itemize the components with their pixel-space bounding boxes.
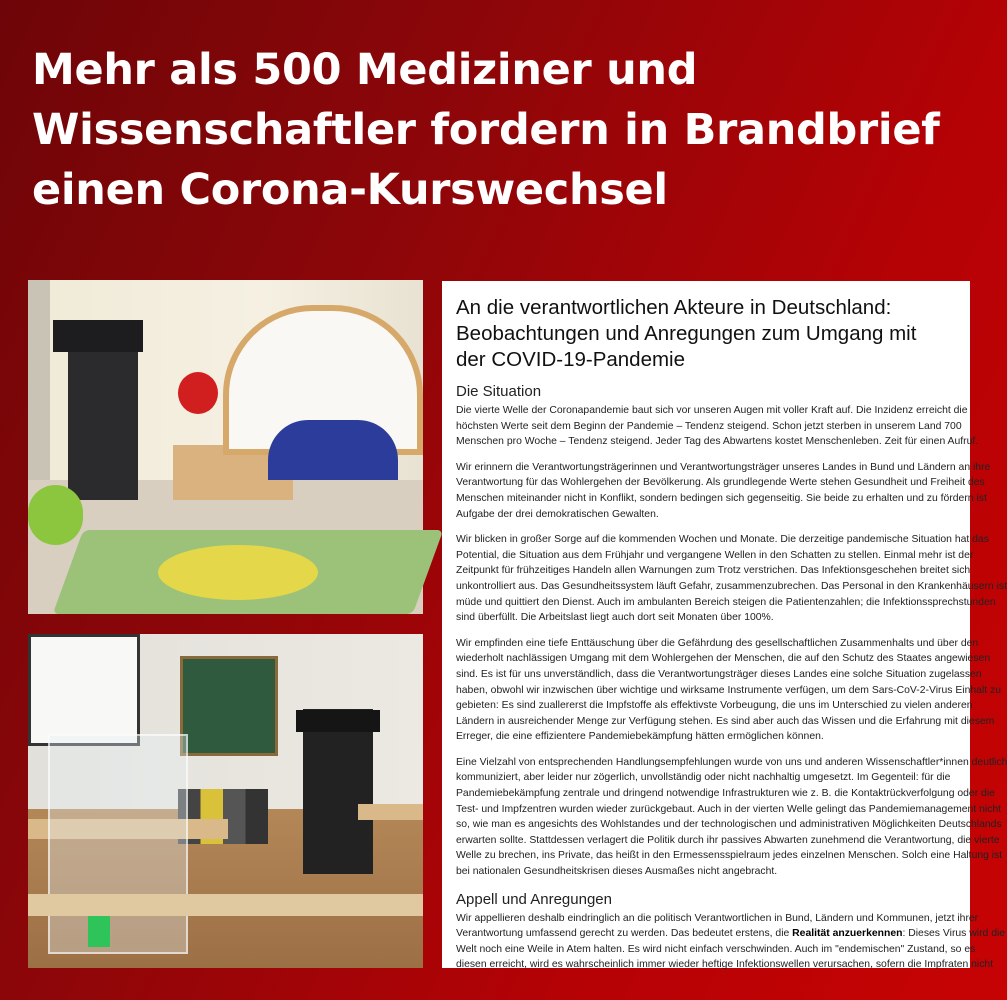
paragraph bbox=[456, 636, 1001, 745]
headline-line: Wissenschaftler fordern in Brandbrief bbox=[32, 105, 940, 155]
paragraph-line: so, wie man es angesichts des Wohlstandes und der technologischen und administrativen Möglichkeiten Deutschlands bbox=[456, 819, 1002, 831]
headline bbox=[32, 40, 982, 220]
paragraph-line: Welt noch eine Weile in Atem halten. Es wird nicht einfach verschwinden. Auch im "endemischen" Zustand, so es bbox=[456, 943, 976, 955]
paragraph-line: gebieten: Es sind zuallererst die Impfstoffe als effektivste Vorbeugung, die uns im Unterschied zu vielen anderen bbox=[456, 700, 973, 712]
paragraph-line: Die vierte Welle der Coronapandemie baut sich vor unseren Augen mit voller Kraft auf. Die Inzidenz erreicht die bbox=[456, 405, 968, 416]
paragraph-line: Potential, die Situation aus dem Frühjahr und vergangene Wellen in den Schatten zu stellen. Einmal mehr ist der bbox=[456, 549, 974, 561]
paragraph-line: sind überfüllt. Die Arbeitslast liegt auch dort seit Monaten über 100%. bbox=[456, 612, 774, 624]
paragraph-line: Ländern in ausreichender Menge zur Verfügung stehen. Es sind aber auch das Wissen und die Erfahrung mit diesem bbox=[456, 715, 995, 727]
paragraph bbox=[456, 532, 1007, 626]
paragraph-line: Eine Vielzahl von entsprechenden Handlungsempfehlungen wurde von uns und anderen Wissenschaftler*innen deutlich bbox=[456, 756, 1007, 768]
paragraph bbox=[456, 755, 1007, 880]
paragraph-line: Wir erinnern die Verantwortungsträgerinnen und Verantwortungsträger unseres Landes in Bund und Ländern an ihre bbox=[456, 461, 991, 473]
open-letter-document bbox=[442, 281, 1007, 971]
paragraph-line: müde und quittiert den Dienst. Auch im ambulanten Bereich steigen die Patientenzahlen; die Infektionssprechstunden bbox=[456, 596, 996, 608]
paragraph-line: höchsten Werte seit dem Beginn der Pandemie – Tendenz steigend. Schon jetzt sterben in unserem Land 700 bbox=[456, 420, 962, 432]
paragraph-line: Welle zu brechen, ins Private, das heißt in den Ermessensspielraum jedes einzelnen Menschen. Solch eine Haltung ist bbox=[456, 850, 1003, 862]
paragraph-line: diesen erreicht, wird es wahrscheinlich immer wieder heftige Infektionswellen verursachen, sofern die Impfraten nicht bbox=[456, 959, 994, 971]
paragraph-text: Verantwortung umfassend gerecht zu werden. Das bedeutet erstens, die bbox=[456, 928, 793, 940]
paragraph-line: Erreger, die eine effizientere Pandemiebekämpfung hätten ermöglichen können. bbox=[456, 731, 824, 743]
paragraph-line: erwarten sollte. Stattdessen verlagert die Politik durch ihr passives Abwarten zunehmend die Verantwortung, die vierte bbox=[456, 834, 1000, 846]
paragraph-line: Zeitpunkt für frühzeitiges Handeln allen Warnungen zum Trotz verstrichen. Das Infektionsgeschehen breitet sich bbox=[456, 565, 971, 577]
paragraph-line: kommuniziert, aber leider nur zögerlich, unvollständig oder nicht nachhaltig umgesetzt. Im Gegenteil: für die bbox=[456, 772, 951, 784]
paragraph-line: unkontrolliert aus. Das Gesundheitssystem läuft Gefahr, zusammenzubrechen. Das Personal in den Krankenhäusern ist bbox=[456, 580, 1007, 592]
paragraph-line: bei nationalen Gesundheitskrisen dieses Ausmaßes nicht angebracht. bbox=[456, 866, 778, 878]
paragraph bbox=[456, 460, 991, 522]
paragraph-line: Menschen pro Woche – Tendenz steigend. Jeder Tag des Abwartens kostet Menschenleben. Zeit für einen Aufruf. bbox=[456, 436, 979, 448]
paragraph-line: Test- und Impfzentren wurden wieder zurückgebaut. Auch in der vierten Welle gelingt das Pandemiemanagement nicht bbox=[456, 803, 1002, 815]
paragraph-line: Menschen miteinander nicht in Konflikt, sondern bedingen sich gegenseitig. Sie beide zu erhalten und zu fördern ist bbox=[456, 492, 987, 504]
title-line: der COVID-19-Pandemie bbox=[456, 348, 686, 371]
paragraph-line: Wir blicken in großer Sorge auf die kommenden Wochen und Monate. Die derzeitige pandemische Situation hat das bbox=[456, 534, 989, 546]
paragraph-text: : Dieses Virus wird die bbox=[902, 928, 1006, 940]
paragraph-line: sind. Es ist für uns unverständlich, dass die Verantwortungsträger dieses Landes eine solche Situation zugelassen bbox=[456, 668, 982, 680]
bold-emphasis: Realität anzuerkennen bbox=[792, 928, 903, 940]
paragraph-line: wiederholt nachlässigen Umgang mit dem Wohlergehen der Menschen, die auf den Schutz des Staates angewiesen bbox=[456, 653, 991, 665]
title-line: An die verantwortlichen Akteure in Deutschland: bbox=[456, 296, 892, 319]
headline-line: einen Corona-Kurswechsel bbox=[32, 165, 668, 215]
paragraph bbox=[456, 403, 979, 450]
paragraph-line: Verantwortung für das Wohlergehen der Bevölkerung. Als grundlegende Werte stehen Gesundheit und Freiheit des bbox=[456, 477, 985, 489]
headline-line: Mehr als 500 Mediziner und bbox=[32, 45, 698, 95]
paragraph-line: Wir empfinden eine tiefe Enttäuschung über die Gefährdung des gesellschaftlichen Zusammenhalts und über den bbox=[456, 637, 979, 649]
section-heading-situation: Die Situation bbox=[456, 383, 542, 400]
kindergarten-photo bbox=[28, 280, 423, 614]
classroom-photo bbox=[28, 634, 423, 968]
title-line: Beobachtungen und Anregungen zum Umgang mit bbox=[456, 322, 917, 345]
document-title bbox=[456, 295, 970, 373]
paragraph-line: Wir appellieren deshalb eindringlich an die politisch Verantwortlichen in Bund, Ländern und Kommunen, jetzt ihrer bbox=[456, 912, 979, 924]
section-heading-appeal: Appell und Anregungen bbox=[456, 890, 612, 908]
paragraph-line: haben, obwohl wir inzwischen über wichtige und wirksame Instrumente verfügen, um dem Sars-CoV-2-Virus Einhalt zu bbox=[456, 684, 1001, 696]
paragraph bbox=[456, 911, 1006, 973]
paragraph-line: Pandemiebekämpfung zentrale und dringend notwendige Infrastrukturen wie z. B. die Kontaktrückverfolgung oder die bbox=[456, 788, 995, 800]
paragraph-line: Aufgabe der drei demokratischen Gewalten. bbox=[456, 508, 659, 520]
